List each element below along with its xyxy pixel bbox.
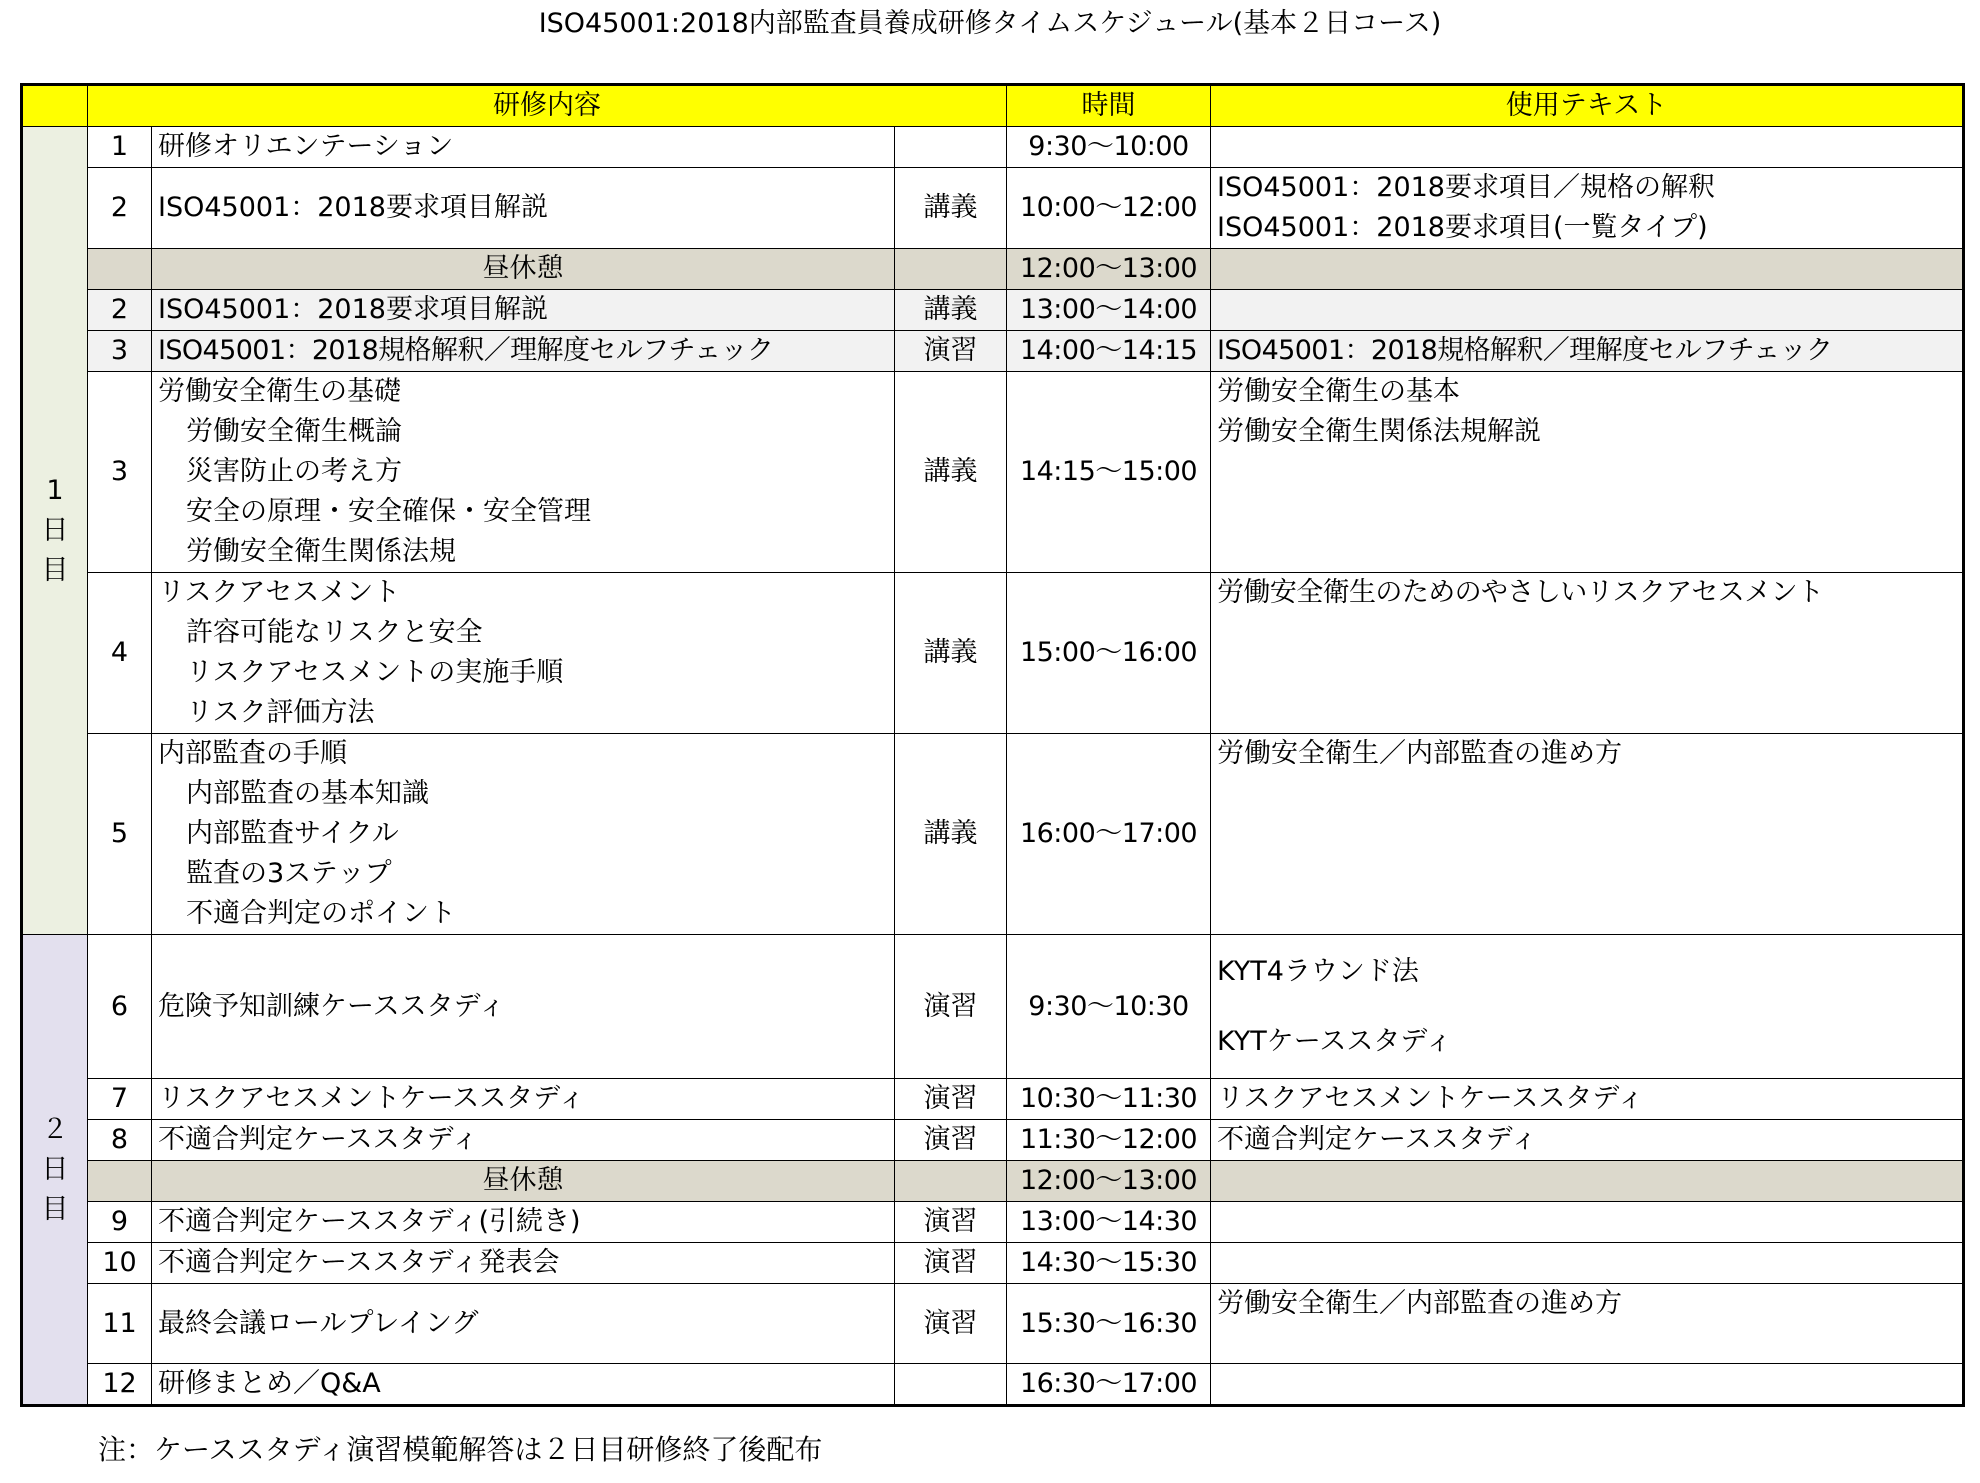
row-time: 10:00～12:00 xyxy=(1007,168,1211,249)
row-number: 3 xyxy=(88,372,152,573)
row-number: 4 xyxy=(88,573,152,734)
table-row xyxy=(22,573,1964,734)
row-type: 演習 xyxy=(895,1202,1007,1243)
row-time: 13:00～14:00 xyxy=(1007,290,1211,331)
row-number: 7 xyxy=(88,1079,152,1120)
table-row xyxy=(22,1202,1964,1243)
table-row xyxy=(22,935,1964,1079)
row-time: 15:00～16:00 xyxy=(1007,573,1211,734)
page-title: ISO45001:2018内部監査員養成研修タイムスケジュール(基本２日コース) xyxy=(538,8,1442,39)
table-row xyxy=(22,734,1964,935)
row-number: 10 xyxy=(88,1243,152,1284)
row-time: 9:30～10:30 xyxy=(1007,935,1211,1079)
row-number: 5 xyxy=(88,734,152,935)
header-content: 研修内容 xyxy=(88,85,1007,127)
row-title: リスクアセスメント 許容可能なリスクと安全 リスクアセスメントの実施手順 リスク評価方法 xyxy=(152,573,895,734)
row-time: 14:30～15:30 xyxy=(1007,1243,1211,1284)
row-text: 労働安全衛生のためのやさしいリスクアセスメント xyxy=(1211,573,1964,734)
table-row xyxy=(22,1364,1964,1406)
break-title: 昼休憩 xyxy=(152,1161,895,1202)
row-text: ISO45001：2018要求項目／規格の解釈 ISO45001：2018要求項目(一覧タイプ) xyxy=(1211,168,1964,249)
row-number: 11 xyxy=(88,1284,152,1364)
row-type xyxy=(895,127,1007,168)
row-number: 2 xyxy=(88,168,152,249)
row-title: ISO45001：2018要求項目解説 xyxy=(152,168,895,249)
row-text xyxy=(1211,290,1964,331)
row-type: 講義 xyxy=(895,734,1007,935)
row-text: 不適合判定ケーススタディ xyxy=(1211,1120,1964,1161)
row-time: 13:00～14:30 xyxy=(1007,1202,1211,1243)
row-type: 演習 xyxy=(895,1079,1007,1120)
footnote: 注：ケーススタディ演習模範解答は２日目研修終了後配布 xyxy=(98,1433,823,1466)
row-time: 16:00～17:00 xyxy=(1007,734,1211,935)
row-type: 演習 xyxy=(895,1243,1007,1284)
row-time: 14:00～14:15 xyxy=(1007,331,1211,372)
row-type: 演習 xyxy=(895,935,1007,1079)
table-row xyxy=(22,1243,1964,1284)
header-time: 時間 xyxy=(1007,85,1211,127)
row-title: 内部監査の手順 内部監査の基本知識 内部監査サイクル 監査の3ステップ 不適合判定のポイント xyxy=(152,734,895,935)
table-row xyxy=(22,127,1964,168)
header-text: 使用テキスト xyxy=(1211,85,1964,127)
row-title: 研修まとめ／Q&A xyxy=(152,1364,895,1406)
table-row xyxy=(22,372,1964,573)
row-time: 16:30～17:00 xyxy=(1007,1364,1211,1406)
row-text: 労働安全衛生の基本 労働安全衛生関係法規解説 xyxy=(1211,372,1964,573)
row-type: 演習 xyxy=(895,1284,1007,1364)
row-type xyxy=(895,1364,1007,1406)
row-text: ISO45001：2018規格解釈／理解度セルフチェック xyxy=(1211,331,1964,372)
row-title: ISO45001：2018規格解釈／理解度セルフチェック xyxy=(152,331,895,372)
row-type: 講義 xyxy=(895,290,1007,331)
row-title: 最終会議ロールプレイング xyxy=(152,1284,895,1364)
table-row xyxy=(22,331,1964,372)
row-number: 12 xyxy=(88,1364,152,1406)
schedule-table xyxy=(20,83,1965,1407)
row-type: 講義 xyxy=(895,372,1007,573)
header-day-cell xyxy=(22,85,88,127)
table-row xyxy=(22,1284,1964,1364)
row-title: 危険予知訓練ケーススタディ xyxy=(152,935,895,1079)
row-text: 労働安全衛生／内部監査の進め方 xyxy=(1211,1284,1964,1364)
break-row xyxy=(22,249,1964,290)
table-header-row xyxy=(22,85,1964,127)
row-type: 演習 xyxy=(895,331,1007,372)
row-number: 3 xyxy=(88,331,152,372)
row-time: 14:15～15:00 xyxy=(1007,372,1211,573)
day1-label: 1 日 目 xyxy=(22,127,88,935)
break-title: 昼休憩 xyxy=(152,249,895,290)
row-type: 講義 xyxy=(895,573,1007,734)
row-text xyxy=(1211,127,1964,168)
row-title: 研修オリエンテーション xyxy=(152,127,895,168)
row-text xyxy=(1211,1202,1964,1243)
row-title: ISO45001：2018要求項目解説 xyxy=(152,290,895,331)
row-type: 演習 xyxy=(895,1120,1007,1161)
row-title: 不適合判定ケーススタディ xyxy=(152,1120,895,1161)
row-text: リスクアセスメントケーススタディ xyxy=(1211,1079,1964,1120)
row-text xyxy=(1211,1364,1964,1406)
table-row xyxy=(22,1079,1964,1120)
row-number: 1 xyxy=(88,127,152,168)
row-time: 9:30～10:00 xyxy=(1007,127,1211,168)
row-time: 15:30～16:30 xyxy=(1007,1284,1211,1364)
row-title: リスクアセスメントケーススタディ xyxy=(152,1079,895,1120)
row-type: 講義 xyxy=(895,168,1007,249)
row-text: KYT4ラウンド法 KYTケーススタディ xyxy=(1211,935,1964,1079)
break-time: 12:00～13:00 xyxy=(1007,1161,1211,1202)
row-text: 労働安全衛生／内部監査の進め方 xyxy=(1211,734,1964,935)
table-row xyxy=(22,290,1964,331)
row-title: 不適合判定ケーススタディ(引続き) xyxy=(152,1202,895,1243)
row-title: 労働安全衛生の基礎 労働安全衛生概論 災害防止の考え方 安全の原理・安全確保・安全管理 労働安全衛生関係法規 xyxy=(152,372,895,573)
row-time: 11:30～12:00 xyxy=(1007,1120,1211,1161)
row-number: 2 xyxy=(88,290,152,331)
row-time: 10:30～11:30 xyxy=(1007,1079,1211,1120)
table-row xyxy=(22,1120,1964,1161)
row-text xyxy=(1211,1243,1964,1284)
row-number: 8 xyxy=(88,1120,152,1161)
row-number: 6 xyxy=(88,935,152,1079)
table-row xyxy=(22,168,1964,249)
row-title: 不適合判定ケーススタディ発表会 xyxy=(152,1243,895,1284)
row-number: 9 xyxy=(88,1202,152,1243)
day2-label: ２ 日 目 xyxy=(22,935,88,1406)
break-row xyxy=(22,1161,1964,1202)
break-time: 12:00～13:00 xyxy=(1007,249,1211,290)
